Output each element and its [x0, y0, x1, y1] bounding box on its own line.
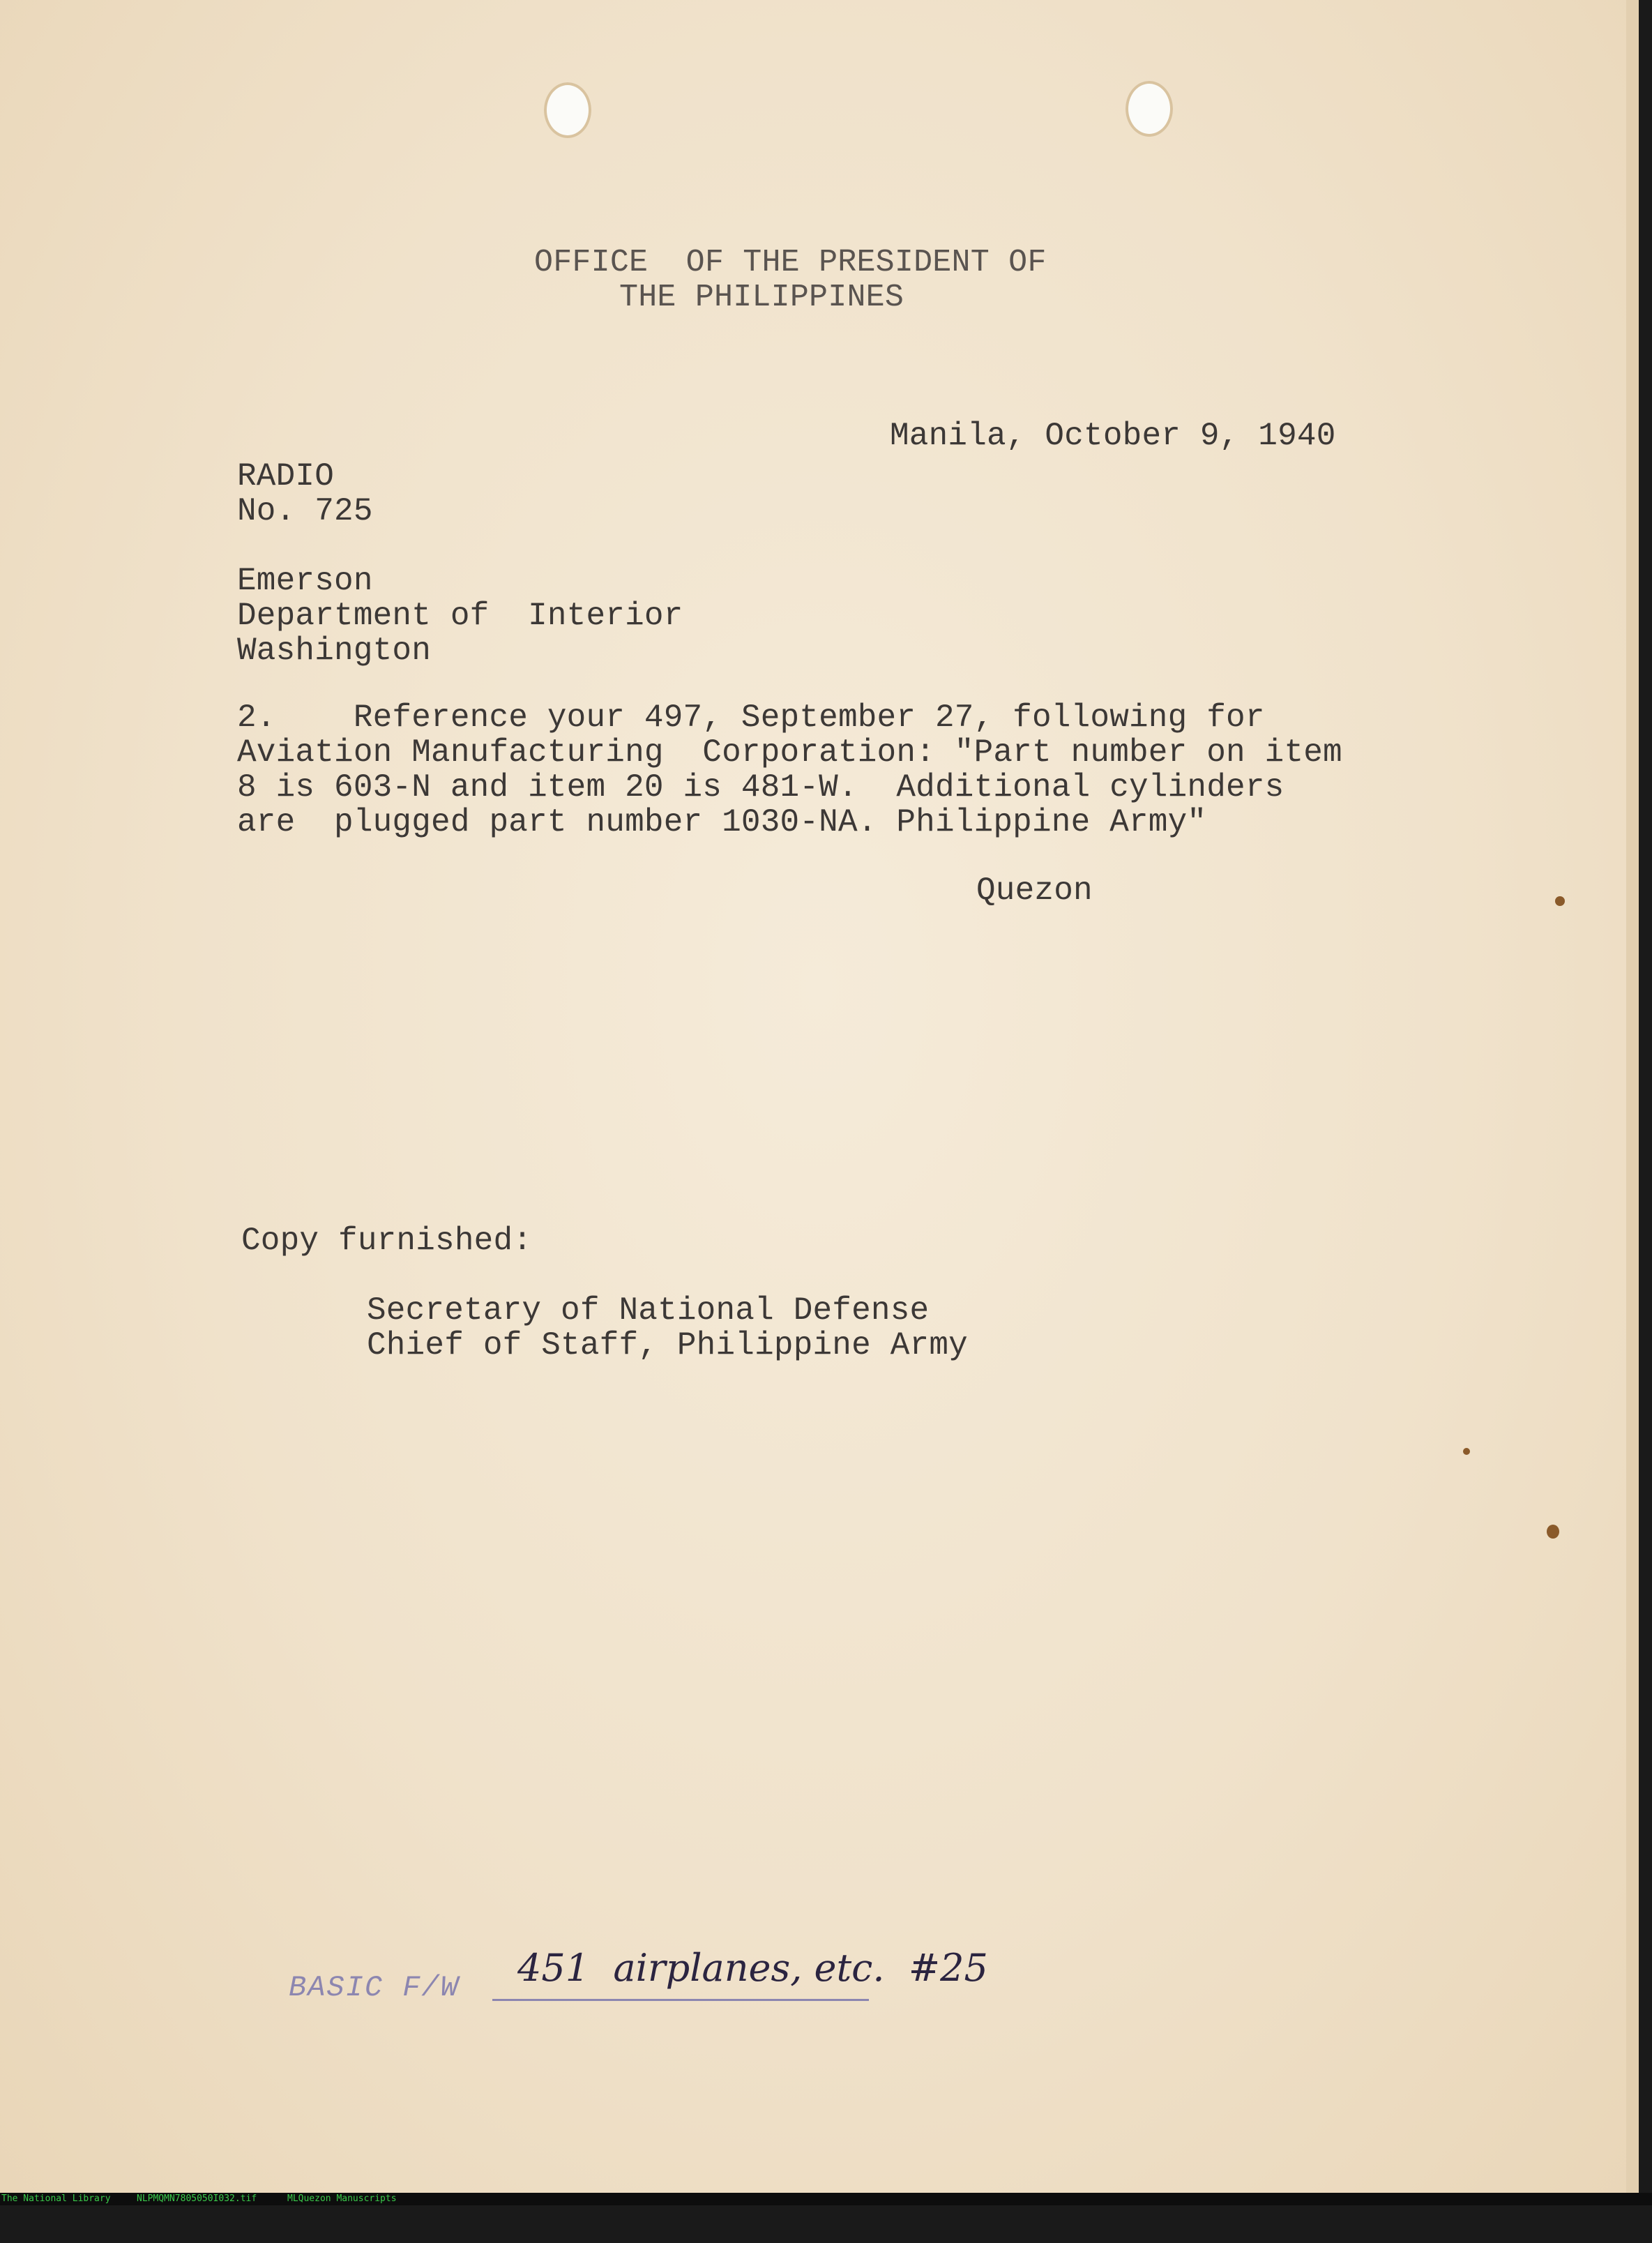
signature: Quezon — [976, 873, 1093, 909]
rust-spot — [1463, 1448, 1470, 1455]
letterhead-line-2: THE PHILIPPINES — [619, 280, 904, 315]
stamp-underline — [492, 1999, 869, 2001]
radio-number: No. 725 — [237, 493, 373, 529]
body-line-2: Aviation Manufacturing Corporation: "Part number on item — [237, 734, 1342, 771]
letterhead-line-1: OFFICE OF THE PRESIDENT OF — [534, 245, 1047, 280]
handwritten-filing-note: 451 airplanes, etc. #25 — [517, 1946, 988, 1990]
footer-bar — [0, 2193, 1652, 2205]
copy-recipient: Secretary of National Defense — [367, 1292, 930, 1329]
addressee-department: Department of Interior — [237, 598, 683, 634]
rust-spot — [1555, 896, 1565, 906]
punch-hole-right — [1126, 81, 1173, 137]
rust-spot — [1547, 1525, 1559, 1539]
filing-stamp-label: BASIC F/W — [289, 1971, 460, 2004]
dateline: Manila, October 9, 1940 — [890, 418, 1336, 454]
footer-institution: The National Library — [1, 2193, 111, 2204]
radio-label: RADIO — [237, 458, 335, 494]
body-line-1: 2. Reference your 497, September 27, following for — [237, 700, 1265, 736]
body-line-3: 8 is 603-N and item 20 is 481-W. Additional cylinders — [237, 769, 1285, 806]
addressee-city: Washington — [237, 633, 432, 669]
copy-furnished-label: Copy furnished: — [241, 1223, 533, 1259]
copy-recipient: Chief of Staff, Philippine Army — [367, 1327, 968, 1364]
page-edge — [1626, 0, 1639, 2193]
footer-collection: MLQuezon Manuscripts — [287, 2193, 397, 2204]
punch-hole-left — [544, 82, 591, 138]
footer-filename: NLPMQMN7805050I032.tif — [137, 2193, 257, 2204]
body-line-4: are plugged part number 1030-NA. Philippine Army" — [237, 804, 1207, 840]
addressee-name: Emerson — [237, 563, 373, 599]
